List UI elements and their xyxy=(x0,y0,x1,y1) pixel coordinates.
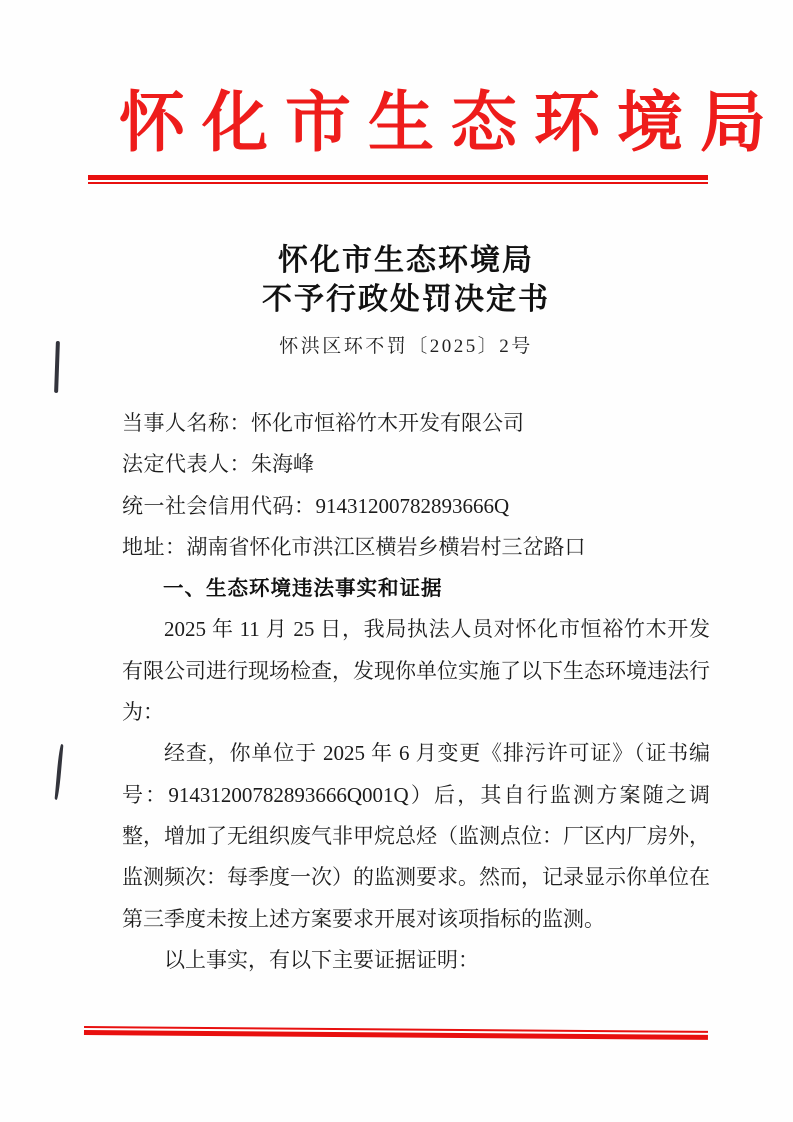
party-name-label: 当事人名称： xyxy=(122,411,251,435)
footer-divider xyxy=(84,1026,708,1039)
address-value: 湖南省怀化市洪江区横岩乡横岩村三岔路口 xyxy=(186,534,586,559)
section-heading-facts-evidence: 一、生态环境违法事实和证据 xyxy=(163,577,443,601)
address-label: 地址： xyxy=(122,534,187,559)
document-title xyxy=(102,241,710,319)
paragraph-findings: 经查，你单位于 2025 年 6 月变更《排污许可证》（证书编号：91431200782893666Q001Q）后，其自行监测方案随之调整，增加了无组织废气非甲烷总烃（监测点位：厂区内厂房外，监测频次：每季度一次）的监测要求。然而，记录显示你单位在第三季度未按上述方案要求开展对该项指标的监测。 xyxy=(122,741,710,931)
document-title-line1: 怀化市生态环境局 xyxy=(278,244,534,277)
party-name-line xyxy=(122,403,710,444)
legal-rep-label: 法定代表人： xyxy=(122,452,251,477)
credit-code-label: 统一社会信用代码： xyxy=(122,493,316,518)
legal-rep-value: 朱海峰 xyxy=(251,452,314,477)
letterhead-title: 怀化市生态环境局 xyxy=(119,87,783,160)
legal-rep-line xyxy=(122,444,710,485)
address-line xyxy=(122,527,710,568)
letterhead-divider xyxy=(88,175,708,184)
paragraph-inspection: 2025 年 11 月 25 日，我局执法人员对怀化市恒裕竹木开发有限公司进行现场检查，发现你单位实施了以下生态环境违法行为： xyxy=(122,617,710,725)
staple-mark-bottom xyxy=(55,744,64,800)
letterhead-divider-thin-line xyxy=(88,182,708,185)
paragraph-evidence-intro: 以上事实，有以下主要证据证明： xyxy=(164,947,479,972)
document-title-line2: 不予行政处罚决定书 xyxy=(262,283,550,316)
document-body xyxy=(122,403,710,981)
party-name-value: 怀化市恒裕竹木开发有限公司 xyxy=(251,411,524,435)
credit-code-line xyxy=(122,486,710,527)
staple-mark-top xyxy=(54,341,60,393)
credit-code-value: 91431200782893666Q xyxy=(315,493,510,518)
document-number: 怀洪区环不罚〔2025〕2号 xyxy=(279,336,533,357)
